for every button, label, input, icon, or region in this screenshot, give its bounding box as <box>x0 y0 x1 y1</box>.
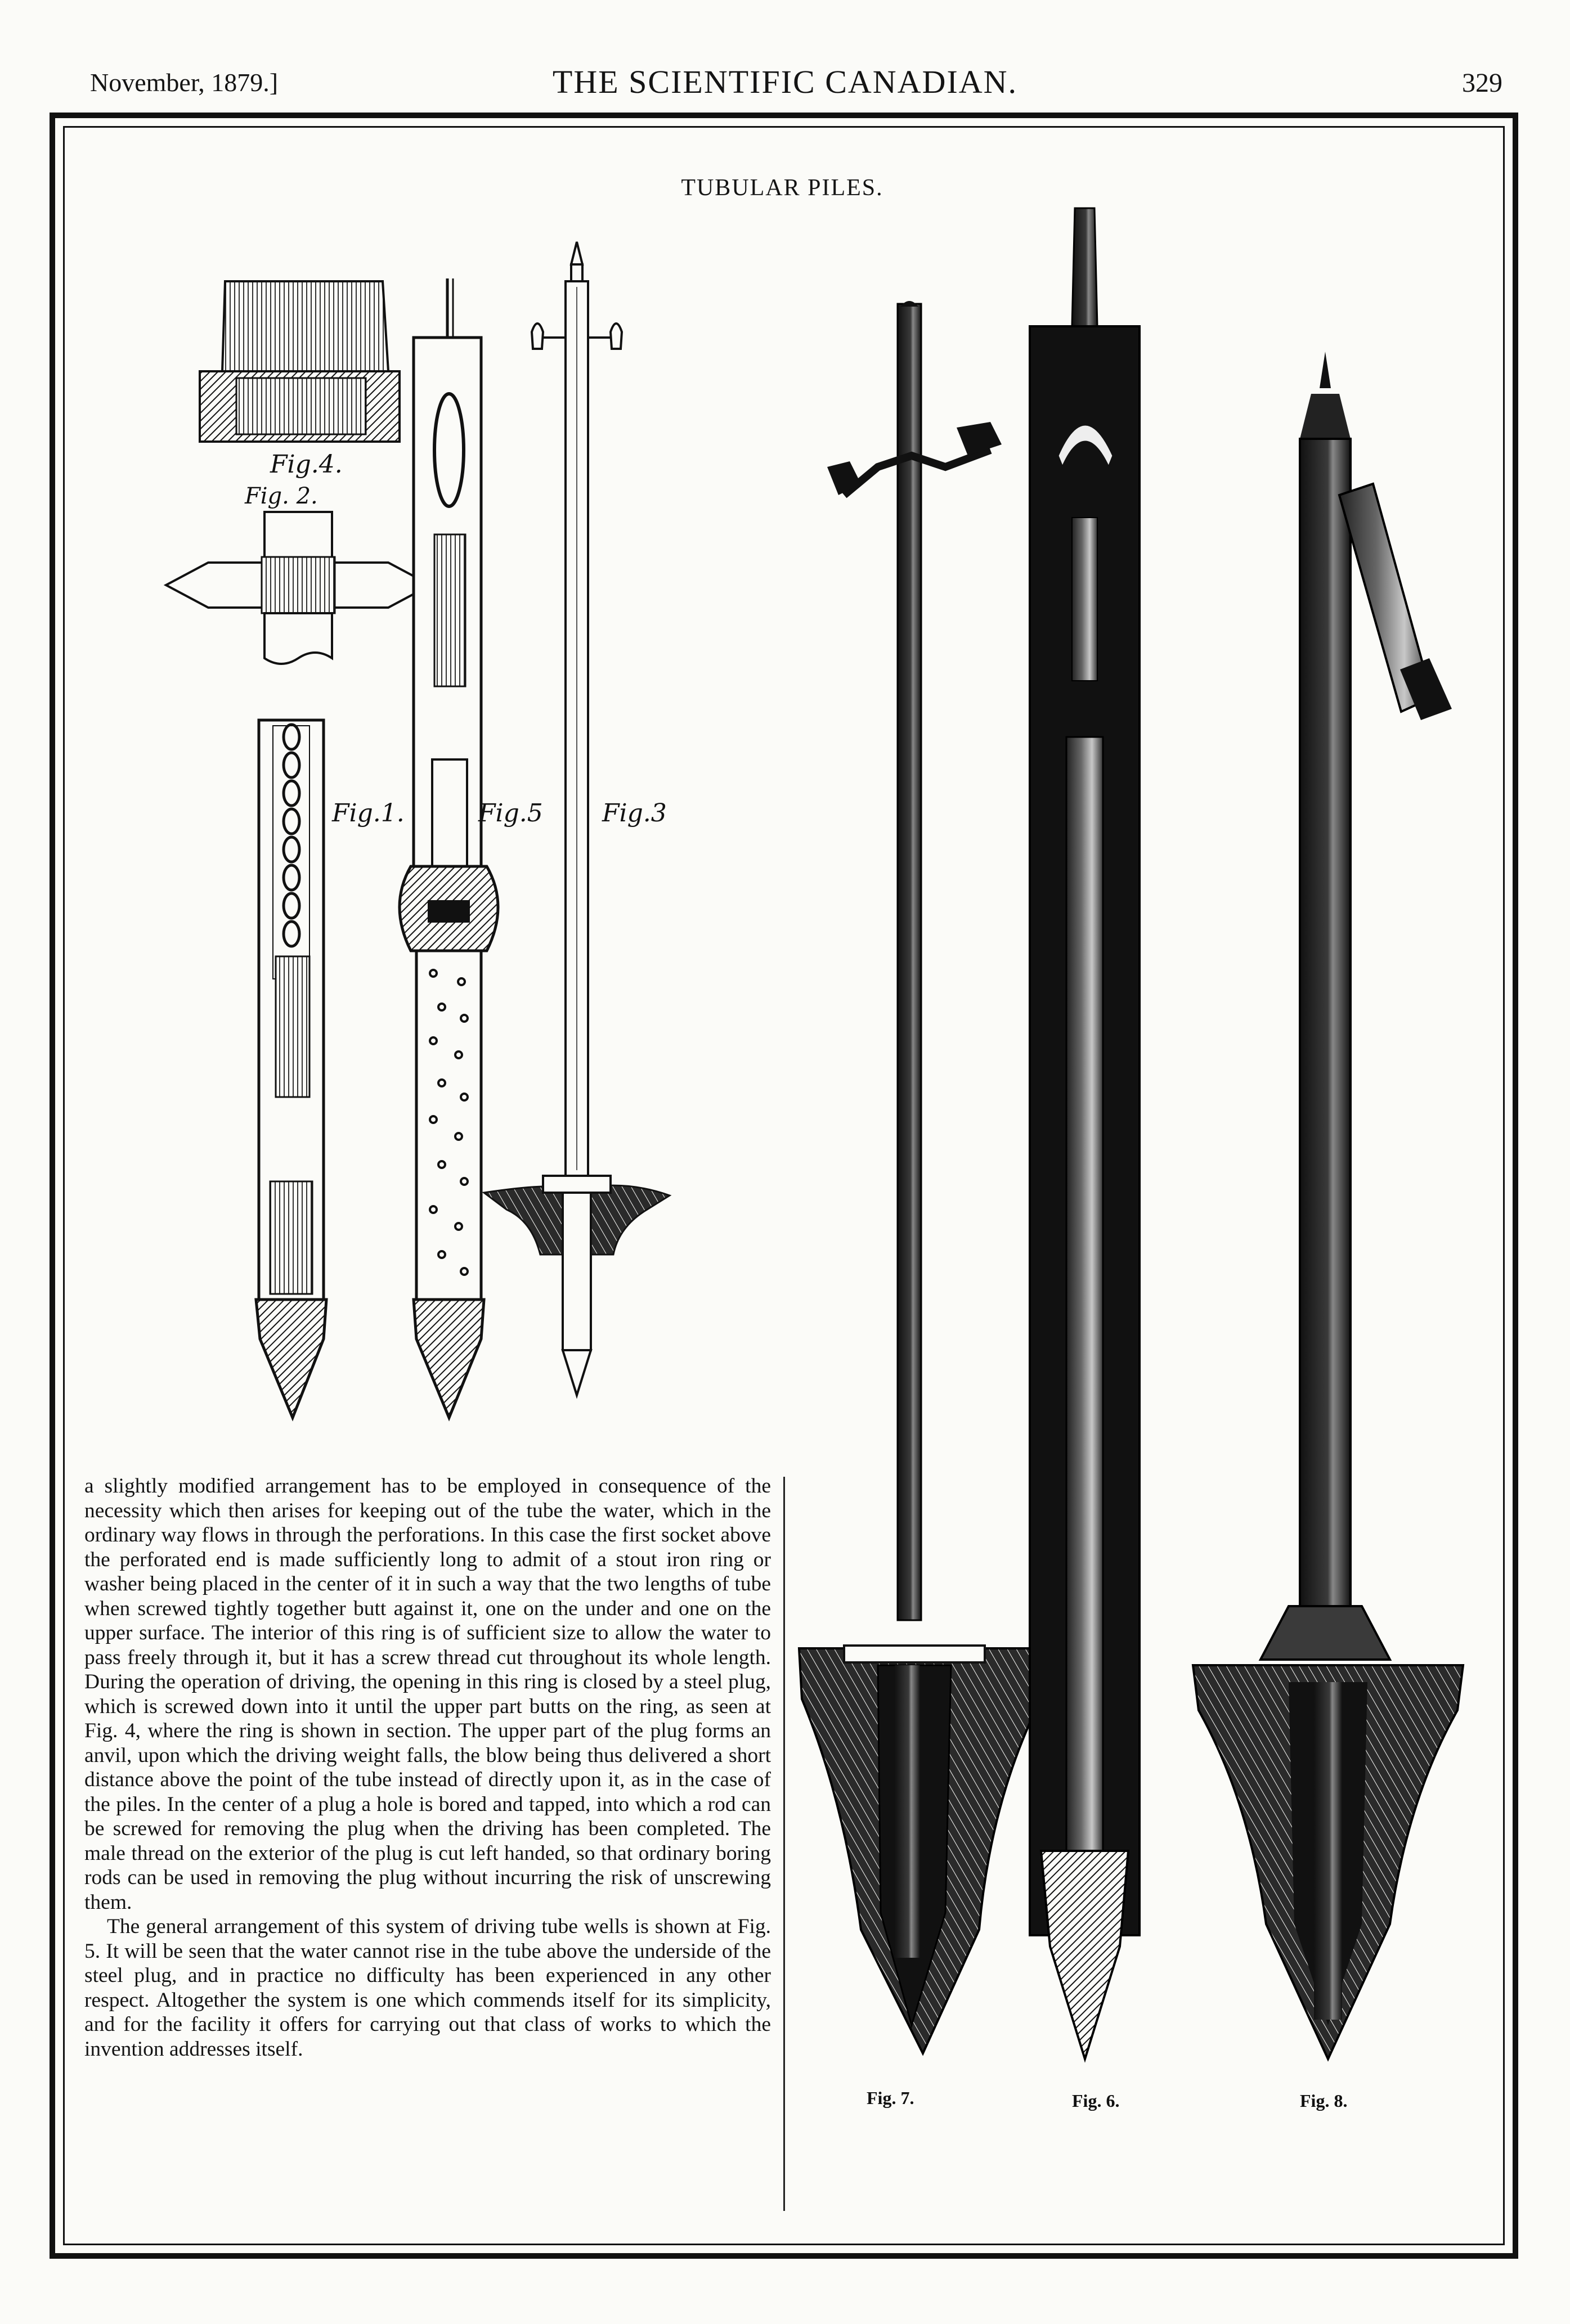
fig8-label: Fig. 8. <box>1300 2091 1348 2111</box>
fig3-label: Fig.3 <box>602 799 667 828</box>
fig2-drawing <box>166 512 430 664</box>
article-column <box>84 1474 771 2061</box>
column-rule <box>783 1477 785 2211</box>
fig6-drawing <box>1030 208 1140 2059</box>
fig7-label: Fig. 7. <box>867 2088 914 2108</box>
article-paragraph-1: a slightly modified arrangement has to be employed in consequence of the necessity which then arises for keeping out of the tube the water, which in the ordinary way flows in through the perforations. In this case the first socket above the perforated end is made sufficiently long to admit of a stout iron ring or washer being placed in the center of it in such a way that the two lengths of tube when screwed tightly together butt against it, one on the under and one on the upper surface. The interior of this ring is of sufficient size to allow the water to pass freely through it, but it has a screw thread cut throughout its whole length. During the operation of driving, the opening in this ring is closed by a steel plug, which is screwed down into it until the upper part butts on the ring, as seen at Fig. 4, where the ring is shown in section. The upper part of the plug forms an anvil, upon which the driving weight falls, the blow being thus delivered a short distance above the point of the tube instead of directly upon it, as in the case of the piles. In the center of a plug a hole is bored and tapped, into which a rod can be screwed for removing the plug when the driving has been completed. The male thread on the exterior of the plug is cut left handed, so that ordinary boring rods can be used in removing the plug without incurring the risk of unscrewing them. <box>84 1475 771 1914</box>
header-date: November, 1879.] <box>90 68 279 97</box>
fig1-label: Fig.1. <box>332 799 405 828</box>
journal-title: THE SCIENTIFIC CANADIAN. <box>552 64 1018 100</box>
fig8-drawing <box>1193 352 1463 2059</box>
fig1-drawing <box>256 720 326 1418</box>
fig4-drawing <box>200 281 400 442</box>
fig7-drawing <box>799 301 1041 2053</box>
plate-title: TUBULAR PILES. <box>681 175 883 201</box>
fig6-label: Fig. 6. <box>1072 2091 1120 2111</box>
fig5-drawing <box>400 278 498 1418</box>
fig2-label: Fig. 2. <box>245 483 318 509</box>
fig5-label: Fig.5 <box>478 799 543 828</box>
page-number: 329 <box>1462 68 1502 98</box>
article-paragraph-2: The general arrangement of this system of driving tube wells is shown at Fig. 5. It will be seen that the water cannot rise in the tube above the underside of the steel plug, and in practice no difficulty has been experienced in any other respect. Altogether the system is one which commends itself for its simplicity, and for the facility it offers for carrying out that class of works to which the invention addresses itself. <box>84 1915 771 2061</box>
fig4-label: Fig.4. <box>270 450 343 479</box>
